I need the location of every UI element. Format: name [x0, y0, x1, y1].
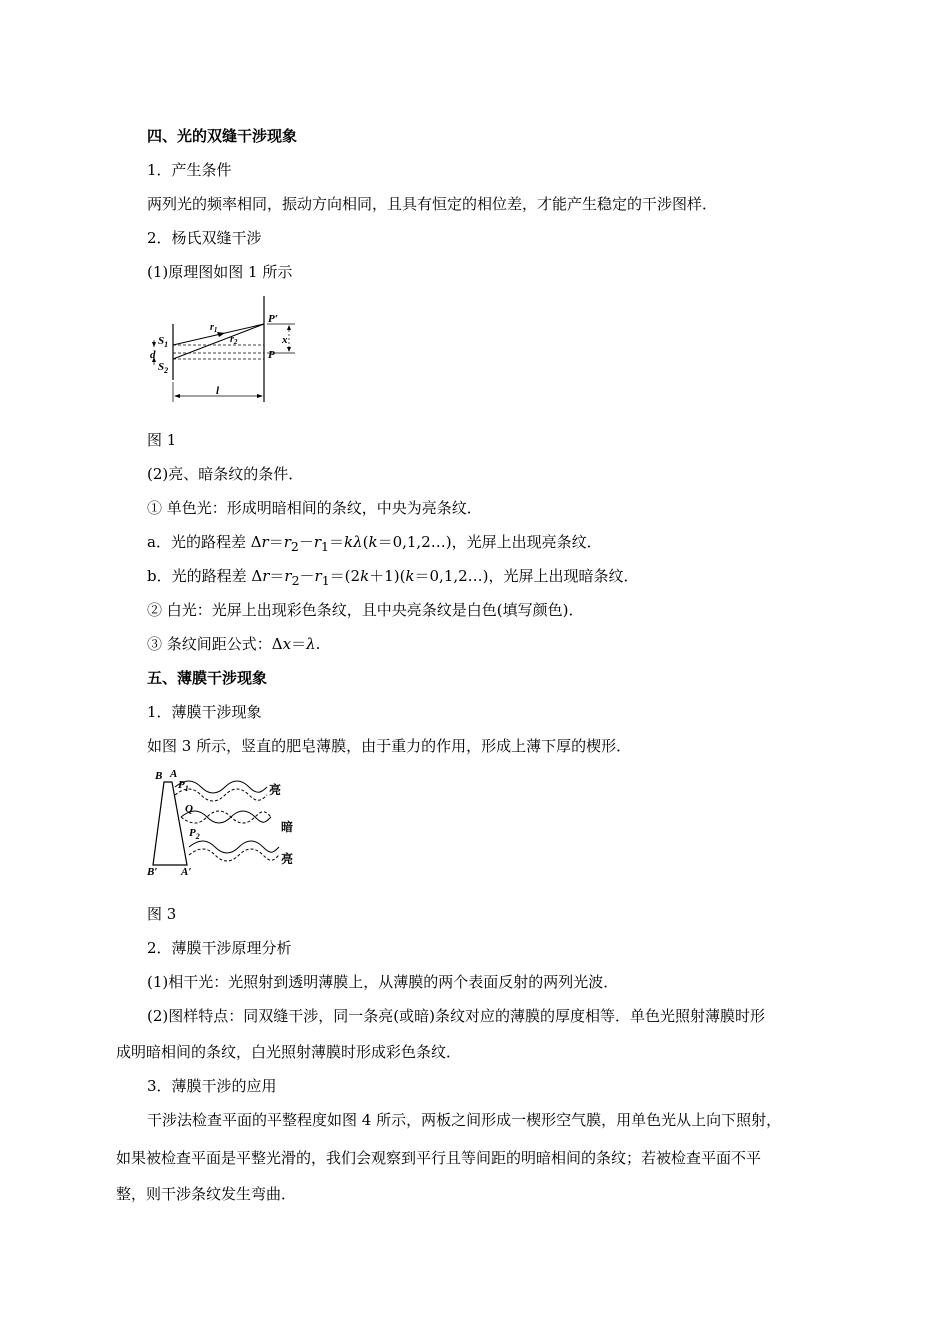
item-young-double-slit: 2．杨氏双缝干涉 [147, 229, 262, 247]
double-slit-diagram [145, 290, 305, 405]
monochromatic-light: ① 单色光：形成明暗相间的条纹，中央为亮条纹． [147, 499, 482, 517]
svg-text:S1: $S_1$ [158, 335, 169, 349]
conditions-text: 两列光的频率相同，振动方向相同，且具有恒定的相位差，才能产生稳定的干涉图样． [147, 195, 718, 213]
dark-fringe-condition: b．光的路程差 $\Delta r=r_2-r_1=(2k+1)(k=0,1,2\dots)$，光屏上出现暗条纹． [147, 567, 639, 588]
label-r2: r [230, 334, 234, 345]
fringe-conditions: (2)亮、暗条纹的条件． [147, 465, 304, 483]
section-heading-double-slit: 四、光的双缝干涉现象 [147, 127, 298, 145]
application-line-3: 整，则干涉条纹发生弯曲． [116, 1185, 297, 1203]
figure-3-caption: 图 3 [147, 905, 177, 923]
label-p-prime: P′ [268, 313, 278, 325]
thin-film-text: 如图 3 所示，竖直的肥皂薄膜，由于重力的作用，形成上薄下厚的楔形． [147, 737, 632, 755]
label-s1: S [158, 335, 165, 347]
svg-text:S2: $S_2$ [158, 361, 169, 375]
fringe-spacing-formula: ③ 条纹间距公式：Δx＝λ. [147, 635, 321, 653]
label-dark: 暗 [281, 820, 294, 834]
label-q: Q [185, 803, 193, 815]
ray-arrow [217, 332, 225, 337]
item-thin-film-principle: 2．薄膜干涉原理分析 [147, 939, 292, 957]
label-b: B [155, 770, 163, 782]
label-d: d [150, 349, 156, 361]
label-p: P [268, 349, 275, 361]
svg-text:P2: $P_2$ [189, 827, 200, 841]
svg-text:r2: $r_2$ [230, 334, 238, 346]
soap-film-diagram [145, 765, 305, 880]
item-thin-film-application: 3．薄膜干涉的应用 [147, 1077, 277, 1095]
item-conditions: 1．产生条件 [147, 161, 232, 179]
pattern-features-line-2: 成明暗相间的条纹，白光照射薄膜时形成彩色条纹． [116, 1043, 462, 1061]
label-a-prime: A′ [181, 866, 192, 878]
label-p2: P [189, 827, 196, 839]
item-thin-film-phenomenon: 1．薄膜干涉现象 [147, 703, 262, 721]
svg-text:P1: $P_1$ [178, 779, 189, 793]
coherent-light: (1)相干光：光照射到透明薄膜上，从薄膜的两个表面反射的两列光波． [147, 973, 619, 991]
wave-bright-bottom-1 [189, 841, 279, 853]
soap-film-wedge [153, 782, 187, 865]
label-b-prime: B′ [147, 866, 158, 878]
application-line-2: 如果被检查平面是平整光滑的，我们会观察到平行且等间距的明暗相间的条纹；若被检查平面不平 [116, 1149, 762, 1167]
pattern-features-line-1: (2)图样特点：同双缝干涉，同一条亮(或暗)条纹对应的薄膜的厚度相等．单色光照射薄膜时形 [147, 1007, 765, 1025]
label-r1: r [210, 322, 214, 333]
principle-text: (1)原理图如图 1 所示 [147, 263, 293, 281]
white-light: ② 白光：光屏上出现彩色条纹，且中央亮条纹是白色(填写颜色)． [147, 601, 584, 619]
wave-bright-top-1 [175, 781, 267, 793]
label-p1: P [178, 779, 185, 791]
label-a: A [170, 768, 178, 780]
label-x: x [282, 334, 288, 346]
label-l: l [216, 385, 220, 397]
bright-fringe-condition: a．光的路程差 $\Delta r=r_2-r_1=k\lambda(k=0,1,2\dots)$，光屏上出现亮条纹． [147, 533, 602, 554]
label-bright-bottom: 亮 [281, 852, 294, 866]
label-bright-top: 亮 [269, 783, 282, 797]
application-line-1: 干涉法检查平面的平整程度如图 4 所示，两板之间形成一楔形空气膜，用单色光从上向下照射， [147, 1111, 782, 1129]
figure-1-caption: 图 1 [147, 431, 177, 449]
svg-text:r1: $r_1$ [210, 322, 218, 334]
section-heading-thin-film: 五、薄膜干涉现象 [147, 669, 268, 687]
label-s2: S [158, 361, 165, 373]
